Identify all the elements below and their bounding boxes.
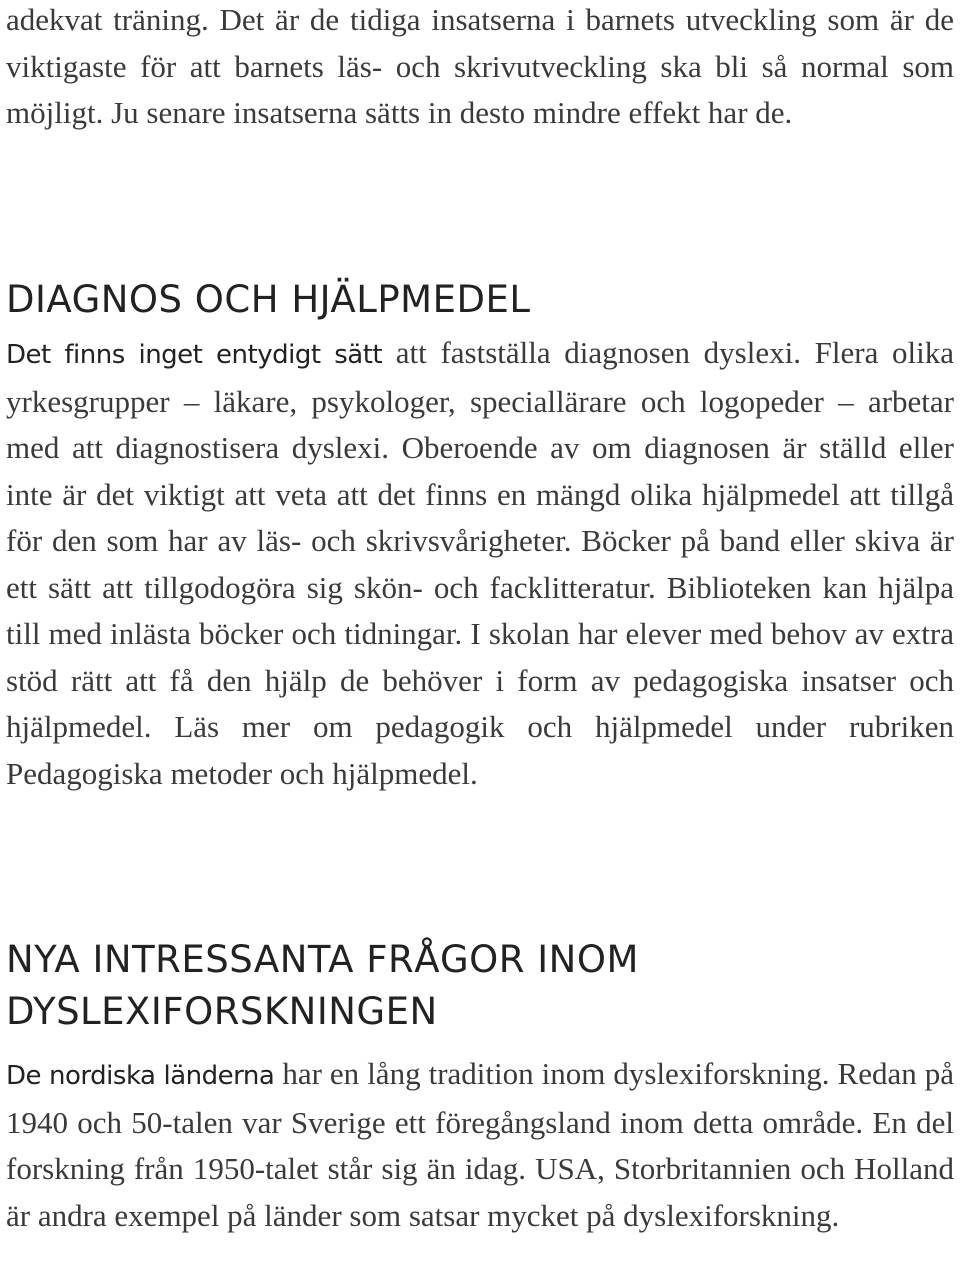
nya-lead-phrase: De nordiska länderna [6, 1061, 275, 1091]
section-heading-nya: NYA INTRESSANTA FRÅGOR INOM DYSLEXIFORSKNINGEN [6, 938, 639, 1033]
intro-paragraph [6, 0, 954, 137]
intro-text: adekvat träning. Det är de tidiga insatserna i barnets utveckling som är de viktigaste för att barnets läs- och skrivutveckling ska bli så normal som möjligt. Ju senare insatserna sätts in desto mindre effekt har de. [6, 2, 954, 130]
nya-body-text: har en lång tradition inom dyslexiforskning. Redan på 1940 och 50-talen var Sverige ett föregångsland inom detta område. En del forskning från 1950-talet står sig än idag. USA, Storbritannien och Holland är andra exempel på länder som satsar mycket på dyslexiforskning. [6, 1056, 954, 1233]
diagnos-paragraph [6, 330, 954, 797]
nya-paragraph [6, 1051, 954, 1239]
diagnos-lead-phrase: Det finns inget entydigt sätt [6, 340, 383, 370]
section-heading-diagnos: DIAGNOS OCH HJÄLPMEDEL [6, 278, 531, 321]
diagnos-body-text: att fastställa diagnosen dyslexi. Flera olika yrkesgrupper – läkare, psykologer, speciallärare och logopeder – arbetar med att diagnostisera dyslexi. Oberoende av om diagnosen är ställd eller inte är det viktigt att veta att det finns en mängd olika hjälpmedel att tillgå för den som har av läs- och skrivsvårigheter. Böcker på band eller skiva är ett sätt att tillgodogöra sig skön- och facklitteratur. Biblioteken kan hjälpa till med inlästa böcker och tidningar. I skolan har elever med behov av extra stöd rätt att få den hjälp de behöver i form av pedagogiska insatser och hjälpmedel. Läs mer om pedagogik och hjälpmedel under rubriken Pedagogiska metoder och hjälpmedel. [6, 335, 954, 791]
